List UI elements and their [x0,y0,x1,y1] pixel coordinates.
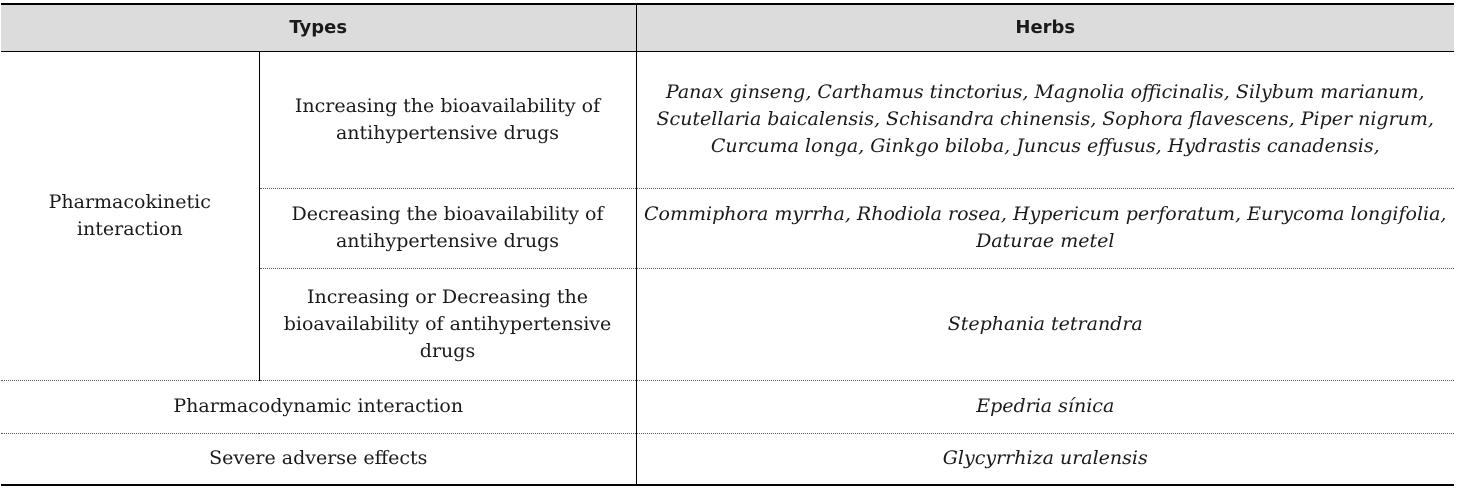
adverse-label: Severe adverse effects [1,433,636,485]
table-row [1,433,1454,485]
table-row [1,380,1454,433]
herb-interaction-table [1,3,1454,486]
subtype-inc-or-dec: Increasing or Decreasing the bioavailability of antihypertensive drugs [259,268,636,380]
herbs-pharmacodynamic: Epedria sínica [636,380,1454,433]
herbs-inc-or-dec: Stephania tetrandra [636,268,1454,380]
pharmacokinetic-label: Pharmacokinetic interaction [1,51,259,380]
subtype-decreasing: Decreasing the bioavailability of antihypertensive drugs [259,188,636,268]
header-types: Types [1,4,636,51]
subtype-increasing: Increasing the bioavailability of antihypertensive drugs [259,51,636,188]
herbs-adverse: Glycyrrhiza uralensis [636,433,1454,485]
herbs-decreasing: Commiphora myrrha, Rhodiola rosea, Hypericum perforatum, Eurycoma longifolia, Daturae metel [636,188,1454,268]
header-herbs: Herbs [636,4,1454,51]
header-row [1,4,1454,51]
table-row [1,51,1454,188]
herbs-increasing: Panax ginseng, Carthamus tinctorius, Magnolia officinalis, Silybum marianum, Scutellaria baicalensis, Schisandra chinensis, Sophora flavescens, Piper nigrum, Curcuma longa, Ginkgo biloba, Juncus effusus, Hydrastis canadensis, [636,51,1454,188]
pharmacodynamic-label: Pharmacodynamic interaction [1,380,636,433]
